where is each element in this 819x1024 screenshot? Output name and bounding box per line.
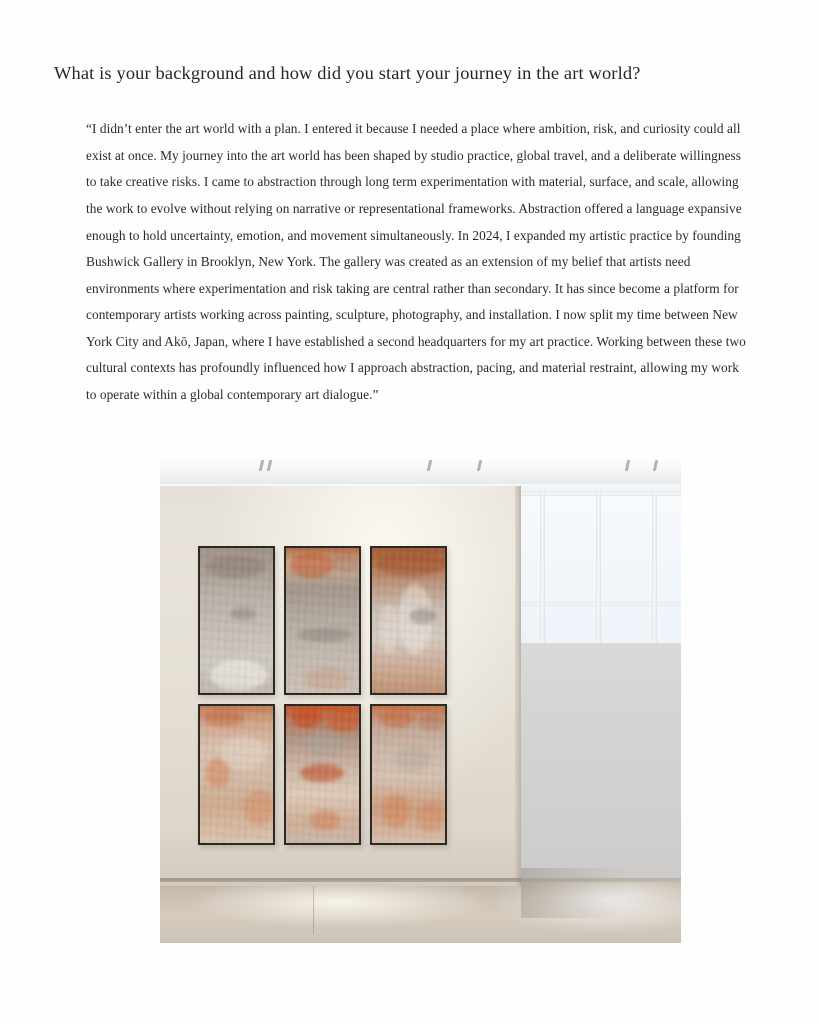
ceiling xyxy=(160,458,681,484)
article-body-text: “I didn’t enter the art world with a plan. I entered it because I needed a place where ambition, risk, and curiosity could all exist at once. My journey into the art world has been shaped by studio practice, global travel, and a deliberate willingness to take creative risks. I came to abstraction through long term experimentation with material, surface, and scale, allowing the work to evolve without relying on narrative or representational frameworks. Abstraction offered a language expansive enough to hold uncertainty, emotion, and movement simultaneously. In 2024, I expanded my artistic practice by founding Bushwick Gallery in Brooklyn, New York. The gallery was created as an extension of my belief that artists need environments where experimentation and risk taking are central rather than secondary. It has since become a platform for contemporary artists working across painting, sculpture, photography, and installation. I now split my time between New York City and Akō, Japan, where I have established a second headquarters for my art practice. Working between these two cultural contexts has profoundly influenced how I approach abstraction, pacing, and material restraint, allowing my work to operate within a global contemporary art dialogue.” xyxy=(86,121,746,402)
floor-seam xyxy=(313,880,314,934)
artwork-top-left xyxy=(198,546,275,695)
artwork-bottom-center xyxy=(284,704,361,845)
canvas-texture xyxy=(286,706,359,843)
floor-reflection xyxy=(190,886,490,926)
wall-cast-shadow xyxy=(521,868,681,918)
artwork-top-right xyxy=(370,546,447,695)
gallery-installation-figure xyxy=(160,458,681,943)
display-wall-base-shadow xyxy=(160,878,521,882)
artwork-bottom-left xyxy=(198,704,275,845)
canvas-texture xyxy=(200,706,273,843)
canvas-texture xyxy=(372,548,445,693)
canvas-texture xyxy=(200,548,273,693)
canvas-texture xyxy=(372,706,445,843)
gallery-photograph xyxy=(160,458,681,943)
artwork-bottom-right xyxy=(370,704,447,845)
artwork-top-center xyxy=(284,546,361,695)
display-wall-edge xyxy=(515,486,521,886)
canvas-texture xyxy=(286,548,359,693)
page-title: What is your background and how did you start your journey in the art world? xyxy=(54,63,641,84)
